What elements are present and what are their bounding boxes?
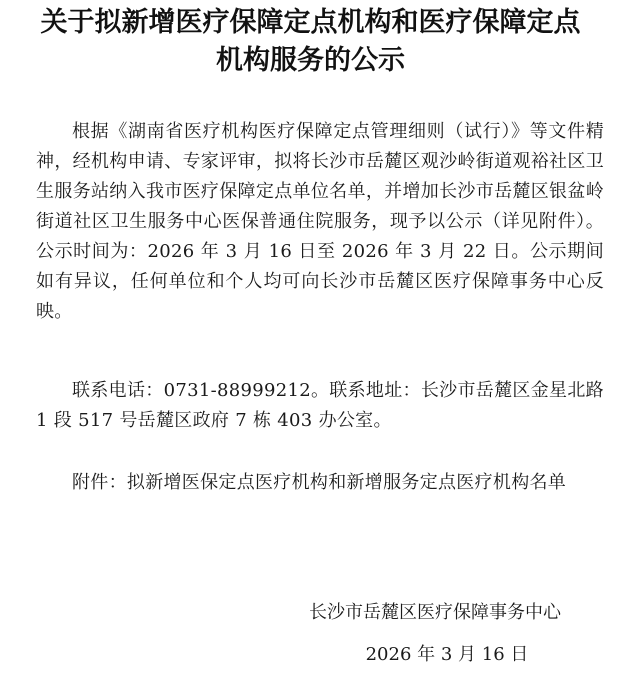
issue-date: 2026 年 3 月 16 日 — [365, 644, 529, 665]
title-line-2: 机构服务的公示 — [216, 45, 405, 76]
title-line-1: 关于拟新增医疗保障定点机构和医疗保障定点 — [40, 7, 581, 38]
body-paragraph-contact: 联系电话：0731-88999212。联系地址：长沙市岳麓区金星北路 1 段 517 号岳麓区政府 7 栋 403 办公室。 — [36, 380, 604, 431]
signature-block — [309, 592, 561, 676]
issuing-organization: 长沙市岳麓区医疗保障事务中心 — [309, 602, 561, 623]
document-title — [0, 4, 621, 80]
attachment-note: 附件：拟新增医保定点医疗机构和新增服务定点医疗机构名单 — [72, 472, 567, 493]
body-paragraph-announcement: 根据《湖南省医疗机构医疗保障定点管理细则（试行）》等文件精神，经机构申请、专家评审，拟将长沙市岳麓区观沙岭街道观裕社区卫生服务站纳入我市医疗保障定点单位名单，并增加长沙市岳麓区银盆岭街道社区卫生服务中心医保普通住院服务，现予以公示（详见附件）。公示时间为：2026 年 3 月 16 日至 2026 年 3 月 22 日。公示期间如有异议，任何单位和个人均可向长沙市岳麓区医疗保障事务中心反映。 — [36, 121, 604, 322]
